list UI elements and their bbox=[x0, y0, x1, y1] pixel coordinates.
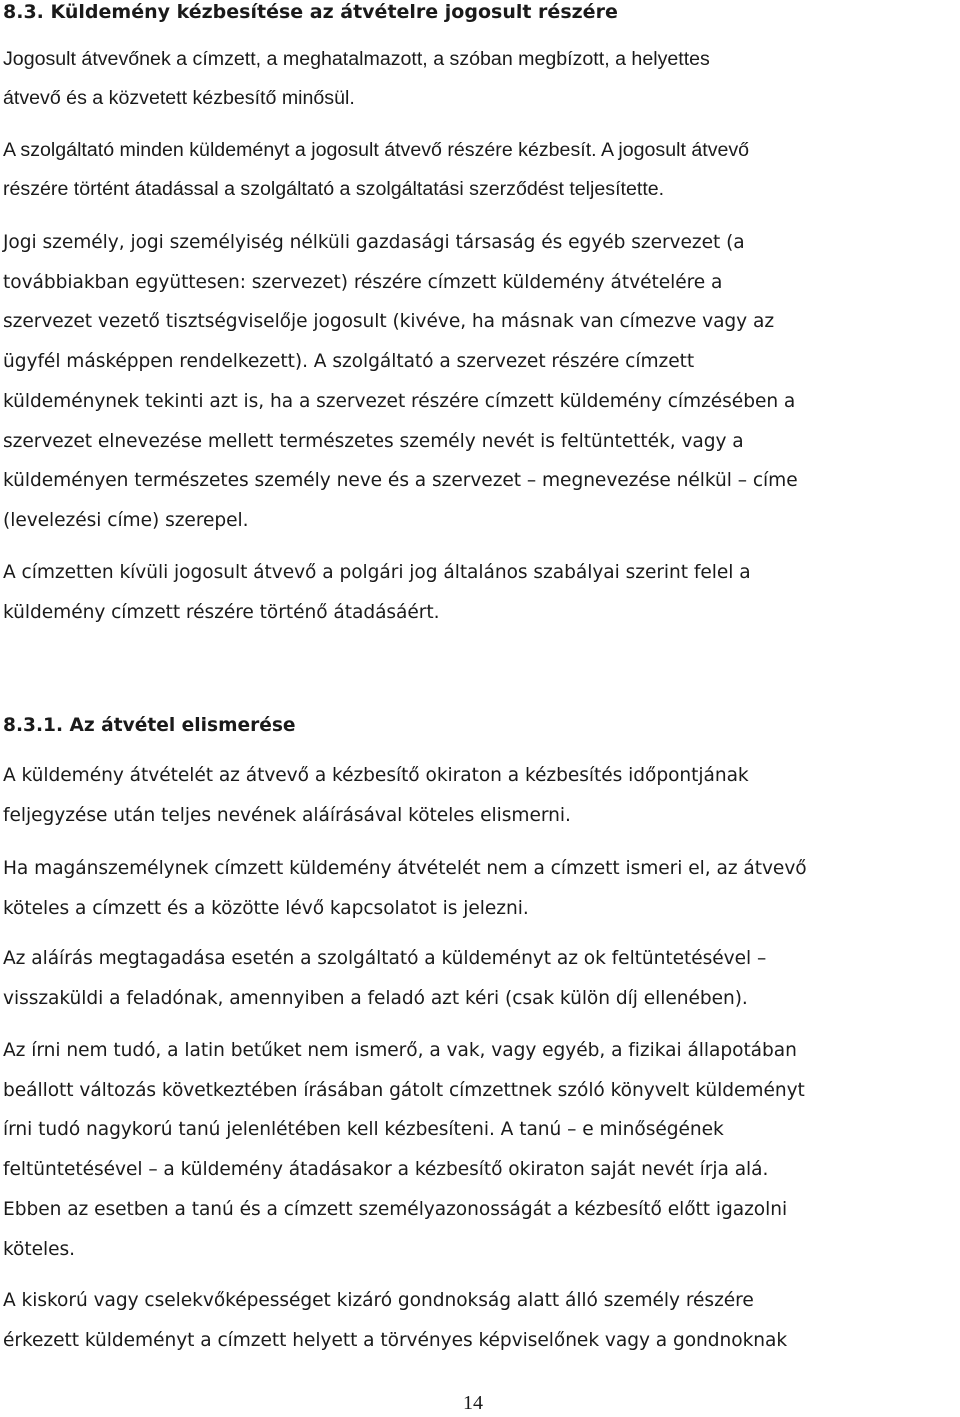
paragraph-maganszemely: Ha magánszemélynek címzett küldemény átvételét nem a címzett ismeri el, az átvevő köteles a címzett és a közötte lévő kapcsolatot is jelezni. bbox=[3, 858, 807, 919]
paragraph-kezbesites: A szolgáltató minden küldeményt a jogosult átvevő részére kézbesít. A jogosult átvevő részére történt átadással a szolgáltató a szolgáltatási szerződést teljesítette. bbox=[3, 139, 750, 200]
paragraph-jogosult-atvevo: Jogosult átvevőnek a címzett, a meghatalmazott, a szóban megbízott, a helyettes átvevő és a közvetett kézbesítő minősül. bbox=[3, 48, 710, 109]
paragraph-alairas-megtagadasa: Az aláírás megtagadása esetén a szolgáltató a küldeményt az ok feltüntetésével – visszaküldi a feladónak, amennyiben a feladó azt kéri (csak külön díj ellenében). bbox=[3, 948, 767, 1009]
paragraph-kiskoru: A kiskorú vagy cselekvőképességet kizáró gondnokság alatt álló személy részére érkezett küldeményt a címzett helyett a törvényes képviselőnek vagy a gondnoknak bbox=[3, 1290, 788, 1351]
section-heading: 8.3. Küldemény kézbesítése az átvételre jogosult részére bbox=[3, 1, 618, 23]
paragraph-cimzetten-kivuli: A címzetten kívüli jogosult átvevő a polgári jog általános szabályai szerint felel a küldemény címzett részére történő átadásáért. bbox=[3, 562, 751, 623]
subsection-heading: 8.3.1. Az átvétel elismerése bbox=[3, 715, 296, 736]
page-number: 14 bbox=[463, 1392, 483, 1414]
paragraph-irni-nem-tudo: Az írni nem tudó, a latin betűket nem ismerő, a vak, vagy egyéb, a fizikai állapotában beállott változás következtében írásában gátolt címzettnek szóló könyvelt küldeményt írni tudó nagykorú tanú jelenlétében kell kézbesíteni. A tanú – e minőségének feltüntetésével – a küldemény átadásakor a kézbesítő okiraton saját nevét írja alá. Ebben az esetben a tanú és a címzett személyazonosságát a kézbesítő előtt igazolni köteles. bbox=[3, 1040, 805, 1260]
paragraph-jogi-szemely: Jogi személy, jogi személyiség nélküli gazdasági társaság és egyéb szervezet (a továbbiakban együttesen: szervezet) részére címzett küldemény átvételére a szervezet vezető tisztségviselője jogosult (kivéve, ha másnak van címezve vagy az ügyfél másképpen rendelkezett). A szolgáltató a szervezet részére címzett küldeménynek tekinti azt is, ha a szervezet részére címzett küldemény címzésében a szervezet elnevezése mellett természetes személy nevét is feltüntették, vagy a küldeményen természetes személy neve és a szervezet – megnevezése nélkül – címe (levelezési címe) szerepel. bbox=[3, 232, 798, 531]
paragraph-atvetel-elismerese: A küldemény átvételét az átvevő a kézbesítő okiraton a kézbesítés időpontjának feljegyzése után teljes nevének aláírásával köteles elismerni. bbox=[3, 765, 749, 826]
